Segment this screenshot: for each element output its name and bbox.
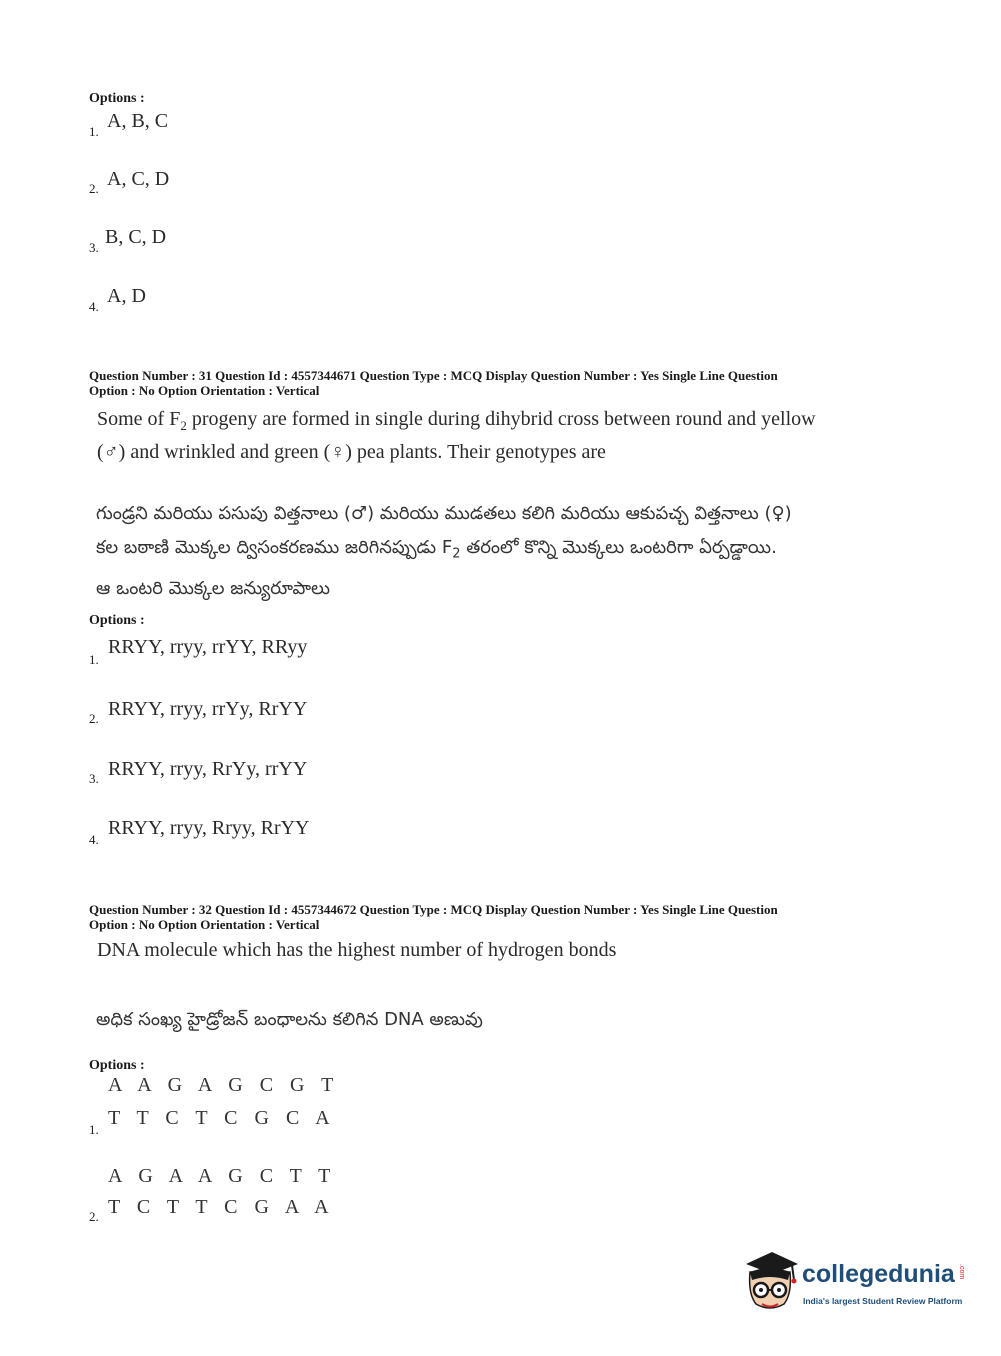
question-meta-line: Question Number : 31 Question Id : 4557344671 Question Type : MCQ Display Question Number : Yes Single Line Question xyxy=(89,368,778,383)
option-number: 2. xyxy=(89,1209,99,1224)
question-text-telugu: అధిక సంఖ్య హైడ్రోజన్ బంధాలను కలిగిన DNA అణువు xyxy=(96,1009,483,1030)
options-label: Options : xyxy=(89,613,145,628)
question-text-english xyxy=(97,406,897,466)
option-text: RRYY, rryy, rrYY, RRyy xyxy=(108,636,308,658)
brand-name: collegedunia xyxy=(802,1260,955,1288)
question-text-english: DNA molecule which has the highest number of hydrogen bonds xyxy=(97,939,617,961)
options-label: Options : xyxy=(89,1058,145,1073)
question-text-part: progeny are formed in single during dihybrid cross between round and yellow xyxy=(186,408,816,430)
option-number: 4. xyxy=(89,299,99,314)
subscript: 2 xyxy=(180,418,187,433)
option-number: 3. xyxy=(89,771,99,786)
mascot-icon xyxy=(740,1250,800,1316)
dna-strand-top: A G A A G C T T xyxy=(108,1165,337,1187)
option-number: 4. xyxy=(89,832,99,847)
dna-strand-top: A A G A G C G T xyxy=(108,1074,340,1096)
option-number: 1. xyxy=(89,652,99,667)
question-text-part: Some of F xyxy=(97,408,181,430)
option-text: A, C, D xyxy=(107,168,170,190)
brand-domain: .com xyxy=(958,1264,965,1280)
question-meta-line: Option : No Option Orientation : Vertical xyxy=(89,383,320,398)
question-meta-line: Question Number : 32 Question Id : 4557344672 Question Type : MCQ Display Question Number : Yes Single Line Question xyxy=(89,902,778,917)
dna-strand-bottom: T T C T C G C A xyxy=(108,1107,336,1129)
option-number: 1. xyxy=(89,1122,99,1137)
option-text: B, C, D xyxy=(105,226,167,248)
option-number: 3. xyxy=(89,240,99,255)
question-text-line: ఆ ఒంటరి మొక్కల జన్యురూపాలు xyxy=(96,577,330,599)
option-2[interactable] xyxy=(89,1165,349,1229)
dna-strand-bottom: T C T T C G A A xyxy=(108,1196,335,1218)
option-text: RRYY, rryy, Rryy, RrYY xyxy=(108,817,310,839)
option-number: 1. xyxy=(89,124,99,139)
brand-tagline: India's largest Student Review Platform xyxy=(803,1296,963,1306)
collegedunia-watermark xyxy=(740,1250,970,1320)
question-meta xyxy=(89,368,909,398)
question-text-telugu xyxy=(96,497,896,606)
question-meta-line: Option : No Option Orientation : Vertical xyxy=(89,917,320,932)
options-label: Options : xyxy=(89,91,145,106)
option-text: A, D xyxy=(107,285,146,307)
subscript: 2 xyxy=(452,546,461,562)
question-text-part: కల బఠాణి మొక్కల ద్విసంకరణము జరిగినప్పుడు F xyxy=(96,537,453,558)
question-text-line: (♂) and wrinkled and green (♀) pea plants. Their genotypes are xyxy=(97,441,606,463)
question-meta xyxy=(89,902,909,932)
question-text-line: గుండ్రని మరియు పసుపు విత్తనాలు (♂) మరియు ముడతలు కలిగి మరియు ఆకుపచ్చ విత్తనాలు (♀) xyxy=(96,503,792,524)
option-1[interactable] xyxy=(89,1074,349,1138)
option-text: A, B, C xyxy=(107,110,169,132)
option-text: RRYY, rryy, RrYy, rrYY xyxy=(108,758,308,780)
option-text: RRYY, rryy, rrYy, RrYY xyxy=(108,698,308,720)
option-number: 2. xyxy=(89,181,99,196)
option-number: 2. xyxy=(89,711,99,726)
question-text-part: తరంలో కొన్ని మొక్కలు ఒంటరిగా ఏర్పడ్డాయి. xyxy=(460,537,777,558)
